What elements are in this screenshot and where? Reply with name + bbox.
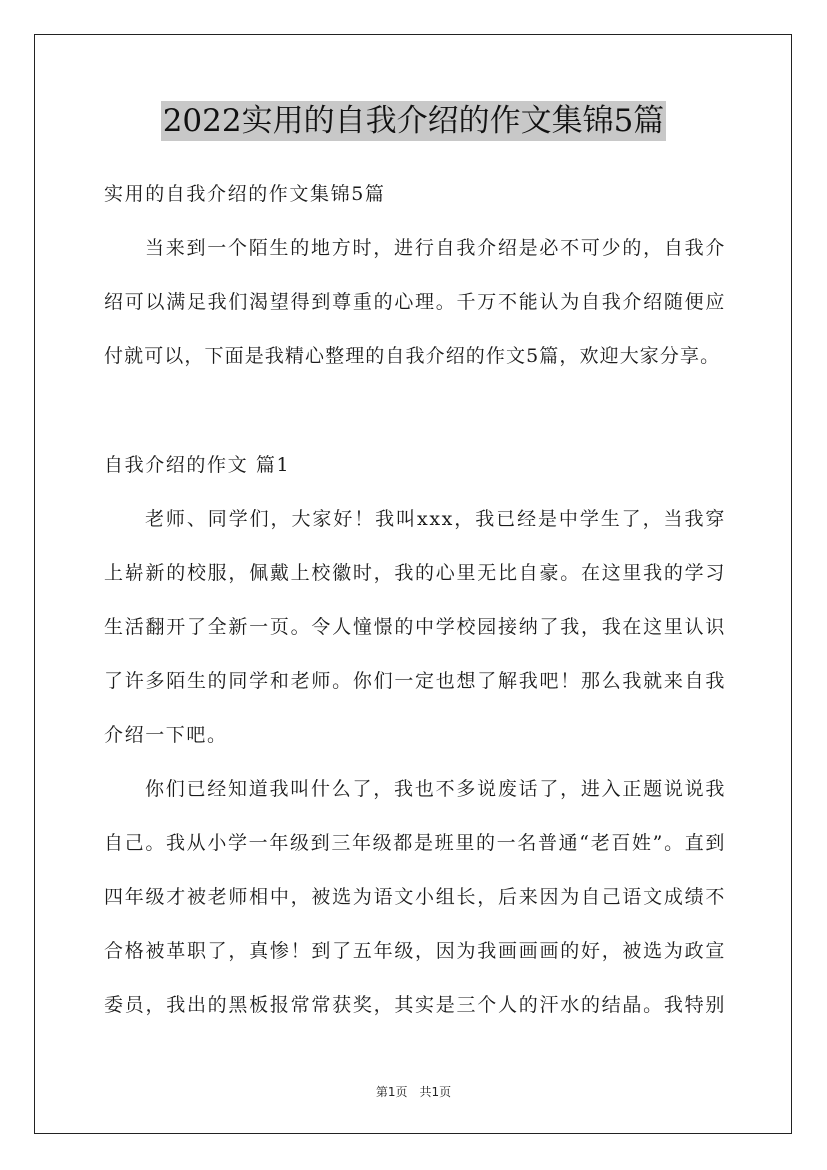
para1-line-2: 上崭新的校服，佩戴上校徽时，我的心里无比自豪。在这里我的学习 [104,562,726,584]
page-total: 共1页 [419,1085,452,1099]
intro-line-1: 当来到一个陌生的地方时，进行自我介绍是必不可少的，自我介 [145,237,726,259]
document-title: 2022实用的自我介绍的作文集锦5篇 [162,103,665,139]
para2-line-3: 四年级才被老师相中，被选为语文小组长，后来因为自己语文成绩不 [104,886,726,908]
page-number: 第1页 [375,1085,408,1099]
intro-line-2: 绍可以满足我们渴望得到尊重的心理。千万不能认为自我介绍随便应 [104,291,726,313]
para1-line-1: 老师、同学们，大家好！我叫xxx，我已经是中学生了，当我穿 [145,508,726,530]
intro-line-3: 付就可以，下面是我精心整理的自我介绍的作文5篇，欢迎大家分享。 [104,345,721,367]
para2-line-4: 合格被革职了，真惨！到了五年级，因为我画画画的好，被选为政宣 [104,940,726,962]
section-heading: 自我介绍的作文 篇1 [104,454,291,476]
para1-line-4: 了许多陌生的同学和老师。你们一定也想了解我吧！那么我就来自我 [104,670,726,692]
para2-line-1: 你们已经知道我叫什么了，我也不多说废话了，进入正题说说我 [145,778,726,800]
para2-line-5: 委员，我出的黑板报常常获奖，其实是三个人的汗水的结晶。我特别 [104,994,726,1016]
document-subtitle: 实用的自我介绍的作文集锦5篇 [104,183,386,205]
page-footer [0,1084,827,1100]
para2-line-2: 自己。我从小学一年级到三年级都是班里的一名普通“老百姓”。直到 [104,832,726,854]
para1-line-5: 介绍一下吧。 [104,724,228,746]
para1-line-3: 生活翻开了全新一页。令人憧憬的中学校园接纳了我，我在这里认识 [104,616,726,638]
title-container [0,101,827,141]
